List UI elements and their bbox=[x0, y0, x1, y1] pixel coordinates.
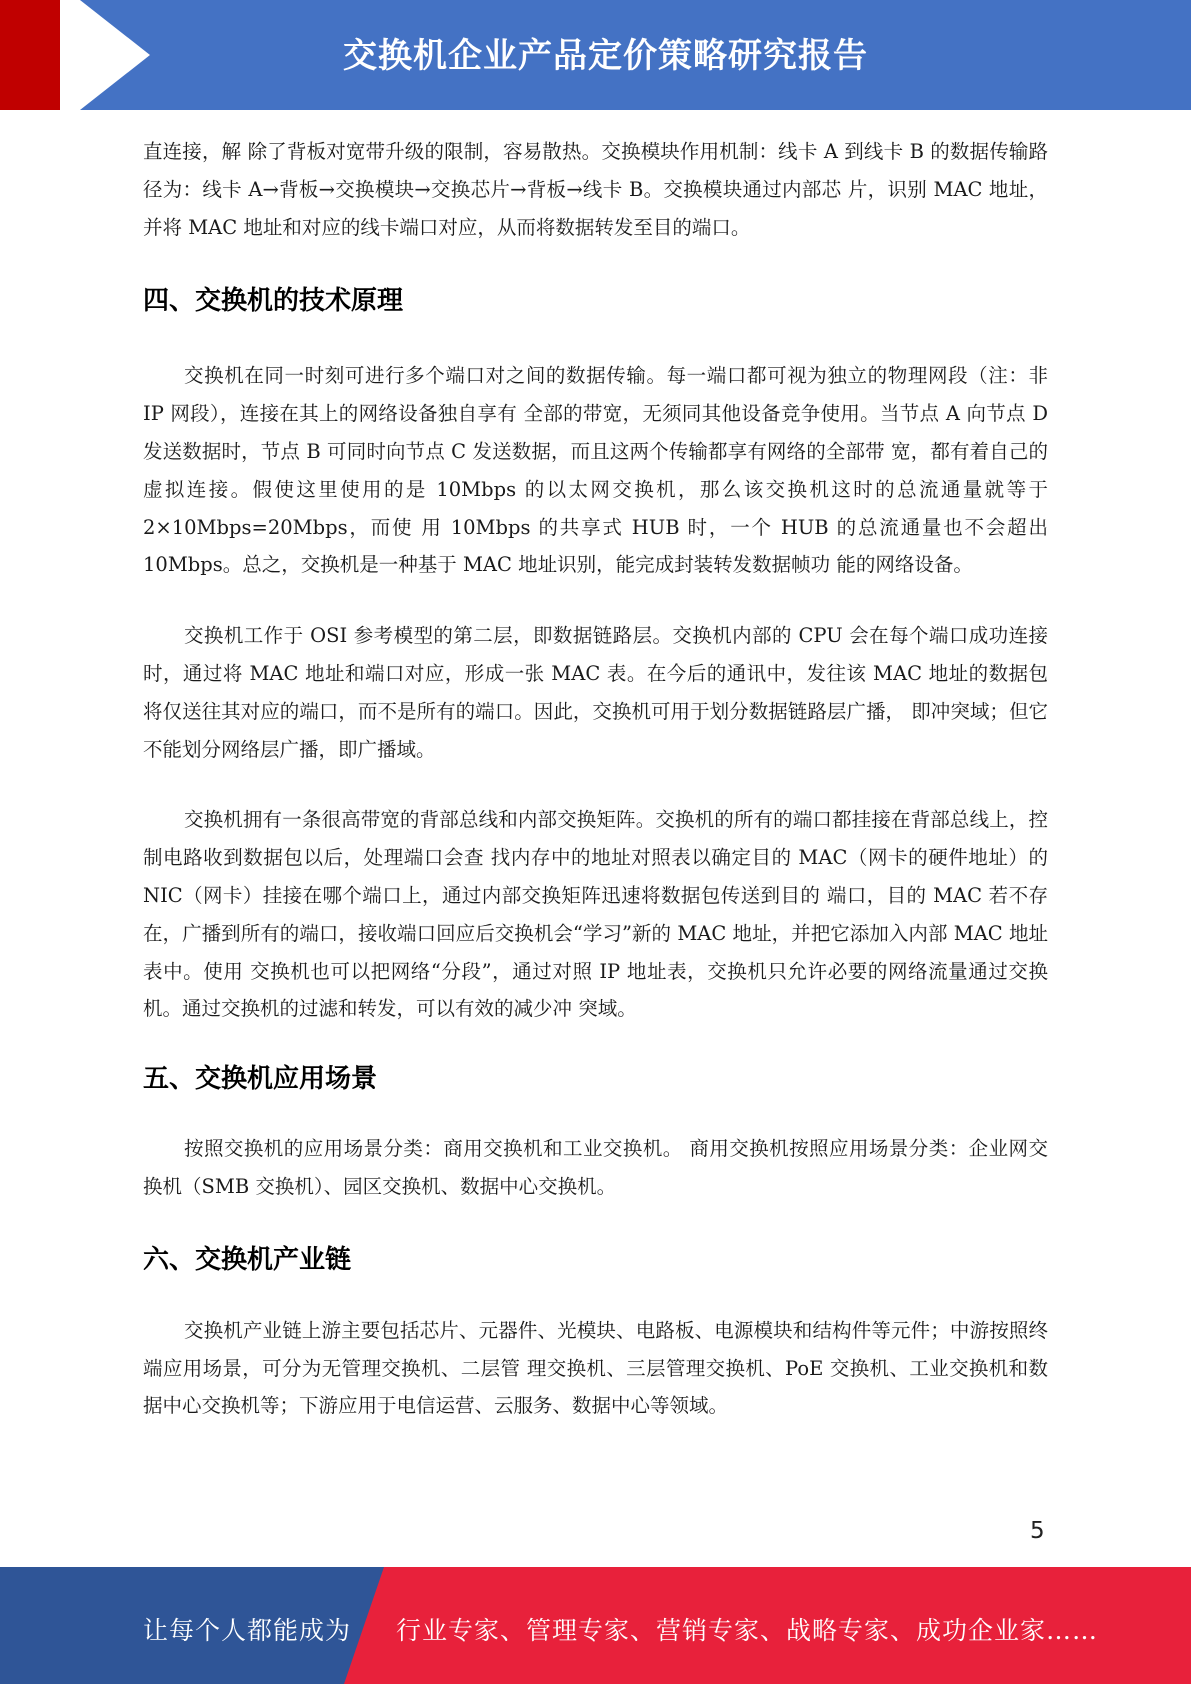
section4-paragraph-1: 交换机在同一时刻可进行多个端口对之间的数据传输。每一端口都可视为独立的物理网段（注：非 IP 网段），连接在其上的网络设备独自享有 全部的带宽，无须同其他设备竞争使用。当节点 A 向节点 D 发送数据时，节点 B 可同时向节点 C 发送数据，而且这两个传输都享有网络的全部带 宽，都有着自己的虚拟连接。假使这里使用的是 10Mbps 的以太网交换机，那么该交换机这时的总流通量就等于 2×10Mbps=20Mbps，而使 用 10Mbps 的共享式 HUB 时，一个 HUB 的总流通量也不会超出 10Mbps。总之，交换机是一种基于 MAC 地址识别，能完成封装转发数据帧功 能的网络设备。 bbox=[143, 364, 1048, 577]
intro-paragraph: 直连接，解 除了背板对宽带升级的限制，容易散热。交换模块作用机制：线卡 A 到线卡 B 的数据传输路径为：线卡 A→背板→交换模块→交换芯片→背板→线卡 B。交换模块通过内部芯 片，识别 MAC 地址，并将 MAC 地址和对应的线卡端口对应，从而将数据转发至目的端口。 bbox=[143, 140, 1048, 239]
section5-paragraph: 按照交换机的应用场景分类：商用交换机和工业交换机。 商用交换机按照应用场景分类：企业网交换机（SMB 交换机）、园区交换机、数据中心交换机。 bbox=[143, 1137, 1048, 1198]
page-content bbox=[143, 133, 1048, 1425]
page-header bbox=[0, 0, 1191, 110]
page-footer bbox=[0, 1567, 1191, 1684]
section-heading-tech-principle: 四、交换机的技术原理 bbox=[143, 286, 404, 317]
report-title: 交换机企业产品定价策略研究报告 bbox=[343, 36, 868, 76]
section-heading-industry-chain: 六、交换机产业链 bbox=[143, 1244, 352, 1275]
page-number: 5 bbox=[1030, 1518, 1045, 1544]
footer-slogan-left: 让每个人都能成为 bbox=[143, 1616, 352, 1645]
footer-slogan-right: 行业专家、管理专家、营销专家、战略专家、成功企业家…… bbox=[396, 1616, 1099, 1645]
section-heading-application: 五、交换机应用场景 bbox=[143, 1064, 378, 1095]
section4-paragraph-2: 交换机工作于 OSI 参考模型的第二层，即数据链路层。交换机内部的 CPU 会在每个端口成功连接时，通过将 MAC 地址和端口对应，形成一张 MAC 表。在今后的通讯中，发往该 MAC 地址的数据包将仅送往其对应的端口，而不是所有的端口。因此，交换机可用于划分数据链路层广播， 即冲突域；但它不能划分网络层广播，即广播域。 bbox=[143, 624, 1048, 761]
section6-paragraph: 交换机产业链上游主要包括芯片、元器件、光模块、电路板、电源模块和结构件等元件；中游按照终端应用场景，可分为无管理交换机、二层管 理交换机、三层管理交换机、PoE 交换机、工业交换机和数据中心交换机等；下游应用于电信运营、云服务、数据中心等领域。 bbox=[143, 1318, 1048, 1418]
section4-paragraph-3: 交换机拥有一条很高带宽的背部总线和内部交换矩阵。交换机的所有的端口都挂接在背部总线上，控制电路收到数据包以后，处理端口会查 找内存中的地址对照表以确定目的 MAC（网卡的硬件地址）的 NIC（网卡）挂接在哪个端口上，通过内部交换矩阵迅速将数据包传送到目的 端口，目的 MAC 若不存在，广播到所有的端口，接收端口回应后交换机会“学习”新的 MAC 地址，并把它添加入内部 MAC 地址表中。使用 交换机也可以把网络“分段”，通过对照 IP 地址表，交换机只允许必要的网络流量通过交换机。通过交换机的过滤和转发，可以有效的减少冲 突域。 bbox=[143, 808, 1048, 1021]
